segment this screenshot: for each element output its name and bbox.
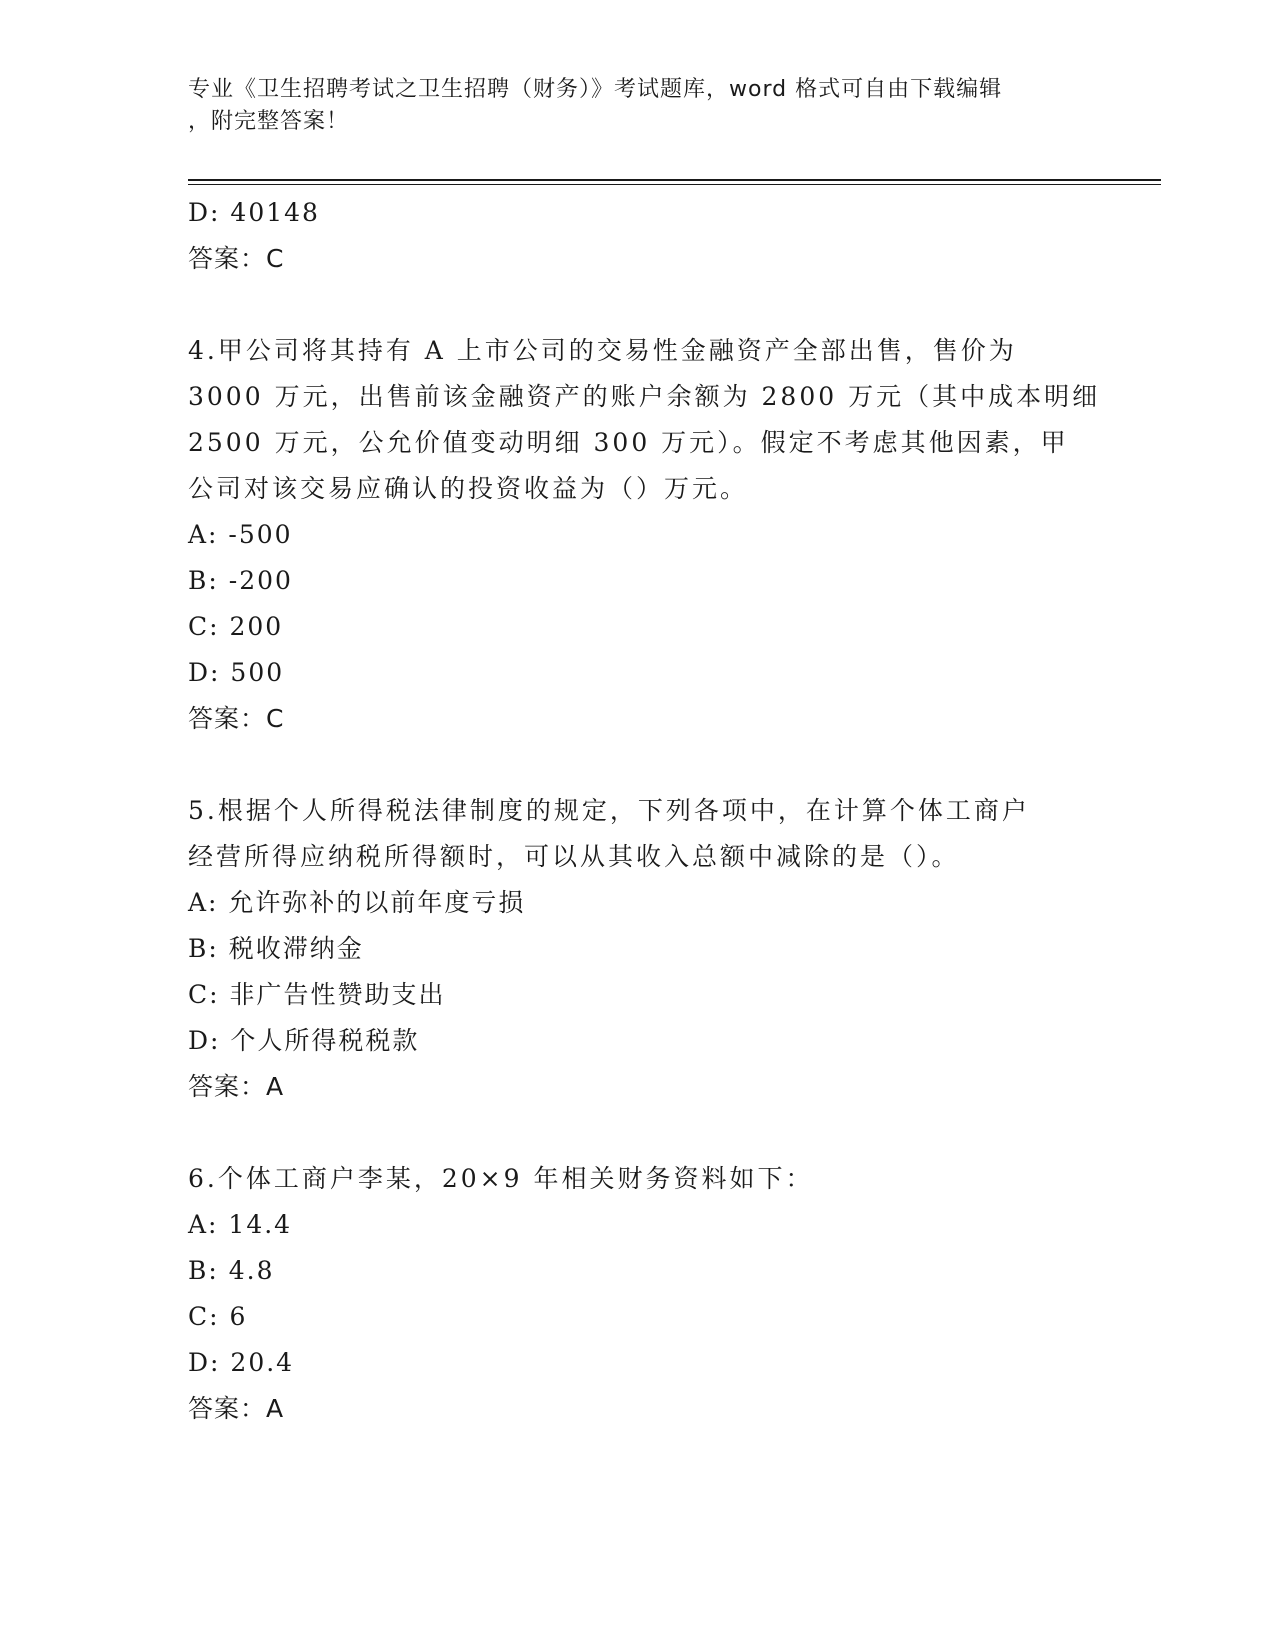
- answer-line: 答案：A: [188, 1394, 285, 1423]
- question-6: [188, 1156, 1088, 1432]
- question-list: [188, 190, 1101, 1432]
- option-d: D: 40148: [188, 198, 320, 227]
- option-d: D: 20.4: [188, 1348, 295, 1377]
- answer-line: 答案：C: [188, 704, 285, 733]
- option-c: C: 6: [188, 1302, 248, 1331]
- option-b: B: 税收滞纳金: [188, 934, 364, 963]
- stem-line: 2500 万元，公允价值变动明细 300 万元）。假定不考虑其他因素，甲: [188, 428, 1069, 457]
- option-d: D: 个人所得税税款: [188, 1026, 420, 1055]
- option-b: B: 4.8: [188, 1256, 275, 1285]
- option-c: C: 非广告性赞助支出: [188, 980, 446, 1009]
- option-c: C: 200: [188, 612, 284, 641]
- option-b: B: -200: [188, 566, 293, 595]
- stem-line: 6.个体工商户李某，20×9 年相关财务资料如下：: [188, 1164, 814, 1193]
- option-d: D: 500: [188, 658, 285, 687]
- answer-line: 答案：C: [188, 244, 285, 273]
- option-a: A: 14.4: [188, 1210, 293, 1239]
- stem-line: 经营所得应纳税所得额时，可以从其收入总额中减除的是（）。: [188, 842, 960, 871]
- stem-line: 公司对该交易应确认的投资收益为（）万元。: [188, 474, 749, 503]
- header-line-1: 专业《卫生招聘考试之卫生招聘（财务）》考试题库，word 格式可自由下载编辑: [188, 77, 1003, 102]
- stem-line: 5.根据个人所得税法律制度的规定，下列各项中，在计算个体工商户: [188, 796, 1030, 825]
- header-divider-thin: [188, 184, 1161, 185]
- question-stem: [188, 1156, 1088, 1202]
- stem-line: 3000 万元，出售前该金融资产的账户余额为 2800 万元（其中成本明细: [188, 382, 1101, 411]
- header-line-2: ，附完整答案！: [188, 109, 350, 134]
- prev-question-tail: [188, 190, 1088, 282]
- question-stem: [188, 328, 1101, 512]
- document-header: [188, 74, 1088, 138]
- question-stem: [188, 788, 1088, 880]
- question-4: [188, 328, 1101, 742]
- answer-line: 答案：A: [188, 1072, 285, 1101]
- header-divider-thick: [188, 179, 1161, 181]
- stem-line: 4.甲公司将其持有 A 上市公司的交易性金融资产全部出售，售价为: [188, 336, 1017, 365]
- option-a: A: -500: [188, 520, 293, 549]
- question-5: [188, 788, 1088, 1110]
- option-a: A: 允许弥补的以前年度亏损: [188, 888, 526, 917]
